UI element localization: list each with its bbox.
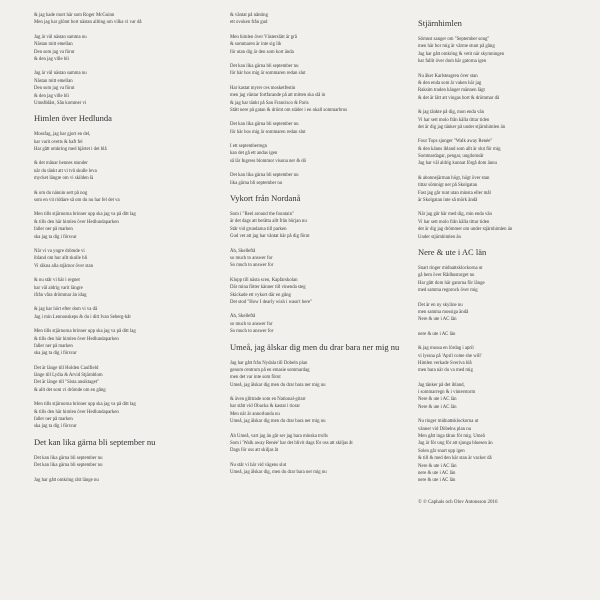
- lyric-line: Under stjärnhimlen än: [418, 234, 461, 240]
- lyric-line: & jag hade mort här som Roger McGuinn: [34, 13, 115, 18]
- song-title: Det kan lika gärna bli september nu: [34, 436, 156, 447]
- lyric-line: kan det gå ett andas igen: [230, 151, 278, 157]
- lyric-line: När vi va yngre drömde vi: [34, 248, 85, 254]
- lyric-line: & jag har hört efter dom vi va då: [34, 307, 98, 313]
- lyric-line: & abonnejärman högt, högt över stan: [418, 175, 490, 181]
- lyric-line: Himlen verkade Sveriva blå: [418, 360, 472, 366]
- lyric-line: Men himlen över Västerslätt är grå: [230, 34, 297, 40]
- lyric-line: Åh, Skelleftå: [230, 248, 256, 254]
- lyrics-column-middle: [230, 12, 412, 477]
- lyric-line: Åh Umeå, vart jag än går ser jag bara minska trolls: [230, 433, 328, 439]
- lyric-line: & den jag ville bli: [34, 56, 69, 62]
- lyric-line: nere & ute i AC län: [418, 331, 456, 337]
- lyric-line: ibland om hur allt skulle bli: [34, 256, 88, 262]
- lyric-line: Jag i min Lennonskeps & du i ditt Ivan Seberg-hår: [34, 314, 132, 320]
- lyric-line: det är dig jag drömmer om under stjärnhimlen än: [418, 227, 513, 233]
- lyric-line: men här bor mig är värme stunt på gång: [418, 44, 495, 50]
- lyric-line: Jag är väl nästan samma nu: [34, 71, 87, 77]
- lyric-line: Som i 'Walk away Renée' har det blivit dags för oss att skiljas åt: [230, 441, 353, 447]
- stanza-gap: [418, 66, 600, 73]
- lyric-line: det är dig jag tänker på under stjärnhimlen än: [418, 124, 506, 130]
- stanza-gap: [34, 358, 219, 365]
- lyric-line: Sömnst sanger om "September song": [418, 37, 490, 42]
- stanza-gap: [230, 389, 412, 396]
- lyric-line: i sommarregn & i vinterstorm: [418, 390, 476, 396]
- lyric-line: med samma regnrock över mig: [418, 288, 478, 294]
- lyric-line: Men tills stjärnorna brinner upp ska jag va på ditt lag: [34, 212, 136, 218]
- lyric-line: So much to answer for: [230, 329, 274, 335]
- stanza-gap: [230, 270, 412, 277]
- lyric-line: Jag har gått omkring rätt länge nu: [34, 477, 99, 483]
- lyric-line: har väl aldrig varit längre: [34, 285, 83, 291]
- lyric-line: som en vit riddare så om du nu har fel det va: [34, 198, 120, 204]
- lyric-line: Som i "Reel around the fountain": [230, 212, 294, 218]
- lyric-line: Nästan mitt emellan: [34, 78, 73, 84]
- lyric-line: Men när är annorlunda nu: [230, 411, 280, 417]
- lyric-line: & även glittrade som en National-gitarr: [230, 397, 306, 403]
- lyric-line: Umeåblåst, Sån kommer vi: [34, 100, 87, 106]
- lyric-line: men jag väntar fortfarande på att mitten ska slå in: [230, 93, 326, 99]
- stanza-gap: [34, 27, 219, 34]
- lyric-line: & jag tänkte på dig, mon enda vän: [418, 110, 485, 116]
- lyric-line: är det dags att berätta allt från början nu: [230, 219, 307, 225]
- lyric-line: Det kan lika gärna bli september nu: [230, 122, 299, 128]
- stanza-gap: [34, 204, 219, 211]
- lyric-line: Vi har sett molo från källa tittar tiden: [418, 117, 490, 123]
- stanza-gap: [418, 375, 600, 382]
- stanza-gap: [418, 295, 600, 302]
- lyric-line: gå hem över Rådhustorget nu: [418, 273, 475, 279]
- lyric-line: Nere & ute i AC län: [418, 397, 457, 403]
- lyric-line: har fallit över dom här gatorna igen: [418, 59, 487, 65]
- lyric-line: I ett septemberregn: [230, 144, 268, 150]
- stanza-gap: [34, 394, 219, 401]
- lyric-line: vi lyssna på 'April come she will': [418, 353, 482, 359]
- lyric-line: genom centrum på en emasie sommardag: [230, 367, 310, 373]
- lyric-line: Raksim traden hänger männen lägt: [418, 88, 485, 94]
- lyric-line: Det är länge till "Sista ansiktaget": [34, 380, 100, 386]
- lyric-line: & väntat på nånting: [230, 13, 268, 18]
- lyric-line: Vi räkna alla stjärnor över stan: [34, 263, 93, 269]
- stanza-gap: [230, 56, 412, 63]
- lyric-line: nere & ute i AC län: [418, 478, 456, 484]
- stanza-gap: [418, 131, 600, 138]
- lyric-line: Det kan lika gärna bli september nu: [34, 455, 103, 461]
- stanza-gap: [230, 114, 412, 121]
- lyric-line: Four Tops sjunger "Walk away Renée": [418, 139, 493, 145]
- song-title: Stjärnhimlen: [418, 18, 462, 28]
- lyric-line: Det är länge till Holden Caulfield: [34, 365, 99, 371]
- lyric-line: nere & ute i AC län: [418, 470, 456, 476]
- lyric-line: Umeå, jag älskar dig men du drar bara ner mig nu: [230, 382, 326, 388]
- lyric-line: är Skolgatan inte så mörk ändå: [418, 198, 478, 204]
- lyric-line: Jag har gått från Nydala till Dobeln plan: [230, 360, 308, 366]
- stanza-gap: [34, 183, 219, 190]
- lyric-line: ett ovoken från gud: [230, 20, 268, 26]
- song-title: Vykort från Nordanå: [230, 193, 301, 204]
- lyric-line: När jag går här med dig, min enda vän: [418, 212, 492, 218]
- stanza-gap: [230, 165, 412, 172]
- lyric-line: & jag har tänkt på San Francisco & Paris: [230, 100, 309, 106]
- lyric-line: har stått vid Obacka & kastat i tiorar: [230, 404, 300, 410]
- lyric-line: Nu ringer midnattsklockorna ut: [418, 419, 479, 425]
- lyric-line: Solen går snart upp igen: [418, 448, 465, 454]
- lyric-line: ska jag ta dig i försvar: [34, 424, 77, 430]
- lyric-line: mycket längre om vi skilden lä: [34, 176, 94, 182]
- lyric-line: Där mina fötter känner till vinenda steg: [230, 285, 306, 291]
- lyric-line: Vi har sett molo från källa tittar tiden: [418, 219, 490, 225]
- stanza-gap: [230, 78, 412, 85]
- stanza-gap: [418, 411, 600, 418]
- lyric-line: så lär Ingress blommor visona ner & dö: [230, 158, 307, 164]
- lyric-line: & tills den här himlen över Hedlundaparken: [34, 336, 119, 342]
- lyric-line: faller ner på marken: [34, 343, 73, 349]
- lyric-line: Står vid grundarna till parken: [230, 226, 287, 232]
- lyric-line: Den som jag va förut: [34, 86, 75, 92]
- stanza-gap: [34, 470, 219, 477]
- lyric-line: länge till Lydia & Arvid Stjärnblom: [34, 373, 103, 379]
- lyric-line: Nu står vi här vid vägens slut: [230, 462, 287, 468]
- stanza-gap: [34, 153, 219, 160]
- lyric-line: Dags för oss att skiljas åt: [230, 448, 279, 454]
- lyric-line: so much to answer for: [230, 321, 273, 327]
- stanza-gap: [418, 204, 600, 211]
- lyric-line: Nere & ute i AC län: [418, 404, 457, 410]
- stanza-gap: [34, 321, 219, 328]
- stanza-gap: [34, 63, 219, 70]
- lyric-line: Nu åker Karlsteagren över stan: [418, 73, 478, 79]
- lyric-line: Jag har väl aldrig kunnat förgå dom ännu: [418, 161, 497, 167]
- stanza-gap: [34, 241, 219, 248]
- lyric-line: Umeå, jag älskar dig men du drar bara ner mig nu: [230, 419, 326, 425]
- song-title: Himlen över Hedlunda: [34, 113, 112, 124]
- lyric-line: Det kan lika gärna bli september nu: [230, 173, 299, 179]
- lyric-line: & den enda som är vaken här jag: [418, 80, 482, 86]
- lyric-line: lika gärna bli september nu: [230, 180, 283, 186]
- lyric-line: Har gått omkring med hjärtet i det blå: [34, 147, 107, 153]
- lyric-line: & till & med den här stan är vacker då: [418, 456, 492, 462]
- lyric-line: Nere & ute i AC län: [418, 463, 457, 469]
- lyric-line: Sommardagar, pengar, ungdomsår: [418, 154, 484, 160]
- lyric-line: Umeå, jag älskar dig, men du drar bara ner mig nu: [230, 470, 327, 476]
- lyric-line: Klopp till nästa scen, Kapfarskolan: [230, 277, 298, 283]
- lyric-line: Den som jag va förut: [34, 49, 75, 55]
- stanza-gap: [34, 299, 219, 306]
- lyric-line: & den känns ibland som allt är slut för mig: [418, 146, 501, 152]
- lyric-line: men det var inte som förut: [230, 375, 281, 381]
- stanza-gap: [230, 306, 412, 313]
- lyric-line: & allt det som vi drömde om en gång: [34, 387, 106, 393]
- song-title: Nere & ute i AC län: [418, 246, 487, 257]
- lyric-line: & nu står vi här i regnet: [34, 278, 80, 284]
- stanza-gap: [230, 241, 412, 248]
- lyric-line: Åh, Skelleftå: [230, 314, 256, 320]
- lyric-line: när du tänkt att vi två skulle leva: [34, 168, 97, 174]
- stanza-gap: [34, 270, 219, 277]
- lyric-line: ska jag ta dig i försvar: [34, 234, 77, 240]
- lyric-line: men bara när du va med mig: [418, 368, 473, 374]
- lyric-line: Snart ringer midnattsklockorna ut: [418, 265, 483, 271]
- lyric-line: Men gått inga tåran för mig. Umeå: [418, 434, 485, 440]
- stanza-gap: [418, 324, 600, 331]
- lyric-line: faller ner på marken: [34, 227, 73, 233]
- lyric-line: Det stod "How I dearly wish i wasn't here": [230, 299, 313, 305]
- lyric-line: & sommaren är inte sig lik: [230, 42, 282, 48]
- stanza-gap: [418, 102, 600, 109]
- lyric-line: Har kastat myrer ces mosketfestin: [230, 85, 296, 91]
- lyric-line: för utan dig är den som kort ända: [230, 49, 294, 55]
- lyric-line: för här hos mig är sommaren redan slut: [230, 71, 306, 77]
- lyric-line: So much to answer for: [230, 263, 274, 269]
- lyric-line: Jag har gått omkring & vetit när skymningen: [418, 51, 505, 57]
- song-title: Umeå, jag älskar dig men du drar bara ner mig nu: [230, 341, 400, 352]
- lyric-line: Gud vet att jag har väntat här på dig förut: [230, 234, 310, 240]
- lyric-line: vänner vid Döbelns plan nu: [418, 426, 472, 432]
- lyric-line: Jag tänker på det ibland,: [418, 382, 465, 388]
- lyrics-column-right: [418, 12, 600, 507]
- lyric-line: Det kan lika gärna bli september nu: [230, 63, 299, 69]
- lyric-line: & tills den här himlen över Hedlundaparken: [34, 219, 119, 225]
- lyric-line: har varit ovetts & haft fel: [34, 139, 83, 145]
- lyric-line: Mossfag, jag har gjort en del,: [34, 132, 91, 138]
- lyric-line: för här hos mig är sommaren redan slut: [230, 129, 306, 135]
- lyric-line: Nästan mitt emellan: [34, 42, 73, 48]
- lyric-line: ska jag ta dig i försvar: [34, 351, 77, 357]
- stanza-gap: [230, 426, 412, 433]
- lyric-line: & det månar hennes stunder: [34, 161, 88, 167]
- lyric-line: Har gått dom här gatorna för länge: [418, 280, 485, 286]
- copyright-text: © ℗ Caphals och Olov Antonsson 2016: [418, 499, 498, 505]
- lyric-line: Det kan lika gärna bli september nu: [34, 463, 103, 469]
- lyric-line: & den jag ville bli: [34, 93, 69, 99]
- stanza-gap: [230, 136, 412, 143]
- lyric-line: & jag mossa en lördag i april: [418, 346, 474, 352]
- lyric-line: so much to answer for: [230, 255, 273, 261]
- lyric-line: Jag är för ung för att sjunga bluesen än: [418, 441, 493, 447]
- stanza-gap: [230, 455, 412, 462]
- lyrics-column-left: [34, 12, 219, 484]
- lyric-line: Men tills stjärnorna brinner upp ska jag va på ditt lag: [34, 402, 136, 408]
- stanza-gap: [418, 168, 600, 175]
- lyric-line: Men tills stjärnorna brinner upp ska jag va på ditt lag: [34, 329, 136, 335]
- lyric-line: Men jag har glömt bort nästan allting om vilka vi var då: [34, 20, 142, 26]
- lyric-line: Fast jag går runt utan minsta eller mål: [418, 190, 491, 196]
- lyric-line: Stått nere på gatan & drömt om städer i en okall sommarbrus: [230, 107, 348, 113]
- lyric-line: & det är lätt att vingas bort & drömmar då: [418, 95, 500, 101]
- lyric-line: faller ner på marken: [34, 417, 73, 423]
- lyric-line: & tills den här himlen över Hedlundaparken: [34, 409, 119, 415]
- lyric-line: Det är en ny skyline nu: [418, 302, 463, 308]
- lyric-line: Jag är väl nästan samma nu: [34, 34, 87, 40]
- lyric-line: ifrån våra drömmar än idag: [34, 292, 87, 298]
- lyric-line: Nere & ute i AC län: [418, 317, 457, 323]
- lyric-line: Skickade ett vykort där en gång: [230, 292, 291, 298]
- stanza-gap: [418, 338, 600, 345]
- lyric-line: men samma mossiga ändå: [418, 309, 469, 315]
- lyric-line: & om du nännin sett på nog: [34, 190, 88, 196]
- lyric-line: tittar sömnigt ner på Skolgatan: [418, 183, 478, 189]
- stanza-gap: [230, 27, 412, 34]
